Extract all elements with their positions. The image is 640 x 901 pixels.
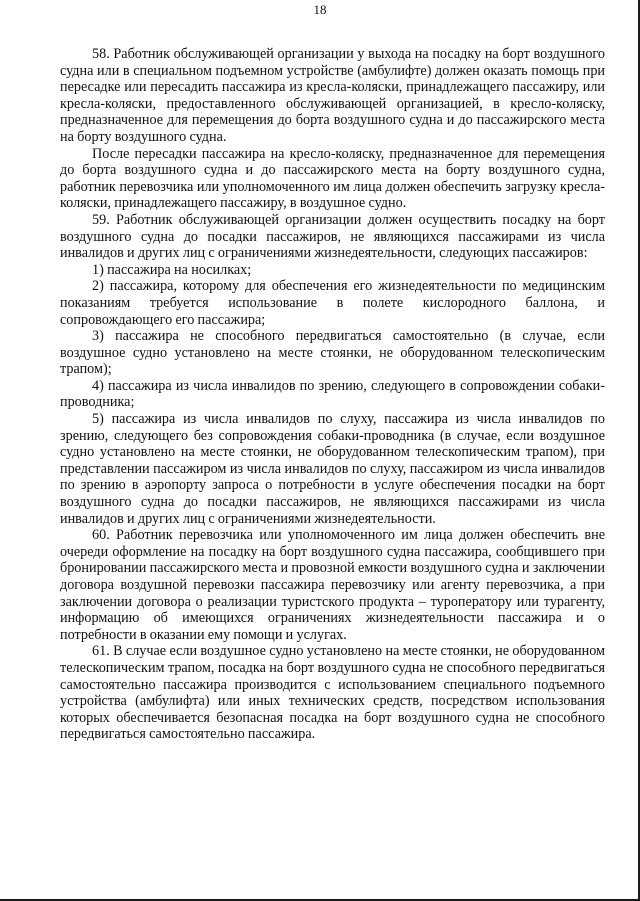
paragraph-59: 59. Работник обслуживающей организации должен осуществить посадку на борт воздушного судна до посадки пассажиров, не являющихся пассажирами из числа инвалидов и других лиц с ограничениями жизнедеятельности, следующих пассажиров: [60,211,605,262]
paragraph-58: 58. Работник обслуживающей организации у выхода на посадку на борт воздушного судна или в специальном подъемном устройстве (амбулифте) должен оказать помощь при пересадке или пересадить пассажира из кресла-коляски, принадлежащего пассажиру, или кресла-коляски, предоставленного обслуживающей организацией, в кресло-коляску, предназначенное для перемещения до борта воздушного судна и до пассажирского места на борту воздушного судна. [60,46,605,145]
list-item-1: 1) пассажира на носилках; [92,261,252,278]
paragraph-58-continuation: После пересадки пассажира на кресло-коляску, предназначенное для перемещения до борта воздушного судна и до пассажирского места на борту воздушного судна, работник перевозчика или уполномоченного им лица должен обеспечить загрузку кресла-коляски, принадлежащего пассажиру, в воздушное судно. [60,145,605,212]
paragraph-61: 61. В случае если воздушное судно установлено на месте стоянки, не оборудованном телескопическим трапом, посадка на борт воздушного судна не способного передвигаться самостоятельно пассажира производится с использованием специального подъемного устройства (амбулифта) или иных технических средств, посредством использования которых обеспечивается безопасная посадка на борт воздушного судна не способного передвигаться самостоятельно пассажира. [60,643,605,743]
paragraph-60: 60. Работник перевозчика или уполномоченного им лица должен обеспечить вне очереди оформление на посадку на борт воздушного судна пассажира, сообщившего при бронировании пассажирского места и провозной емкости воздушного судна и заключении договора воздушной перевозки пассажира перевозчику или агенту перевозчика, а при заключении договора о реализации туристского продукта – туроператору или турагенту, информацию об имеющихся ограничениях жизнедеятельности пассажира и о потребности в оказании ему помощи и услугах. [60,527,605,643]
list-item-5: 5) пассажира из числа инвалидов по слуху, пассажира из числа инвалидов по зрению, следующего без сопровождения собаки-проводника (в случае, если воздушное судно установлено на месте стоянки, не оборудованном телескопическим трапом), при представлении пассажиром из числа инвалидов по слуху, пассажиром из числа инвалидов по зрению в аэропорту запроса о потребности в услуге обеспечения посадки на борт воздушного судна до посадки пассажиров, не являющихся пассажирами из числа инвалидов и других лиц с ограничениями жизнедеятельности. [60,411,605,527]
document-body [60,46,605,743]
list-item-3: 3) пассажира не способного передвигаться самостоятельно (в случае, если воздушное судно установлено на месте стоянки, не оборудованном телескопическим трапом); [60,328,605,378]
list-item-2: 2) пассажира, которому для обеспечения его жизнедеятельности по медицинским показаниям требуется использование в полете кислородного баллона, и сопровождающего его пассажира; [60,278,605,328]
list-item-4: 4) пассажира из числа инвалидов по зрению, следующего в сопровождении собаки-проводника; [60,377,605,411]
page-number: 18 [313,2,327,17]
